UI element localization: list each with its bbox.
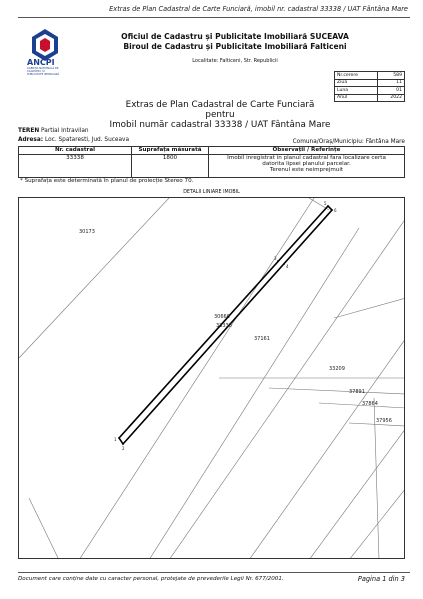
request-box <box>334 71 405 102</box>
plan-drawing <box>19 198 405 559</box>
parcel-label: 37891 <box>349 389 365 395</box>
cadastral-plan <box>18 197 405 559</box>
document-title-imobil: Imobil număr cadastral 33338 / UAT Fântâna Mare <box>109 120 331 130</box>
vertex-4-icon <box>283 263 285 265</box>
header-title: Extras de Plan Cadastral de Carte Funciară, imobil nr. cadastral 33338 / UAT Fântâna Mare <box>109 5 408 13</box>
vertex-label: 1 <box>114 437 117 442</box>
footer-disclaimer: Document care conține date cu caracter personal, protejate de prevederile Legii Nr. 677/2001. <box>18 576 284 582</box>
header-rule <box>18 17 410 18</box>
col-nr-cadastral: Nr. cadastral <box>19 147 132 155</box>
logo-text: ANCPI <box>27 58 55 67</box>
parcel-label: 30660 <box>214 314 230 320</box>
parcel-label: 37161 <box>254 336 270 342</box>
vertex-label: 2 <box>122 446 125 451</box>
request-label: Luna <box>335 87 378 95</box>
adresa-label: Adresa: <box>18 137 44 143</box>
page-number: Pagina 1 din 3 <box>357 575 405 583</box>
vertex-6-icon <box>331 209 333 211</box>
vertex-5-icon <box>327 205 329 207</box>
plan-label: DETALII LINIARE IMOBIL <box>183 190 240 195</box>
stereo-note: * Suprafața este determinată în planul de proiecție Stereo 70. <box>20 178 194 184</box>
vertex-1-icon <box>118 437 120 439</box>
request-label: Ziua <box>335 79 378 87</box>
request-label: Anul <box>335 94 378 102</box>
obs-line: Imobil inregistrat in planul cadastral fara localizare certa <box>227 155 386 161</box>
obs-line: datorita lipsei planului parcelar. <box>262 161 351 167</box>
teren-value: Partial Intravilan <box>41 128 89 134</box>
footer-rule <box>18 572 410 573</box>
parcel-table <box>18 146 405 178</box>
adresa-value: Loc. Spataresti, Jud. Suceava <box>44 137 130 143</box>
document-title: Extras de Plan Cadastral de Carte Funciară <box>125 100 315 110</box>
adresa-line <box>18 137 129 143</box>
table-row <box>19 155 405 178</box>
vertex-label: 3 <box>274 256 277 261</box>
request-value: 589 <box>377 72 404 80</box>
cell-observatii <box>209 155 405 178</box>
request-label: Nr.cerere <box>335 72 378 80</box>
vertex-label: 5 <box>324 201 327 206</box>
parcel-label-main: 33338 <box>216 323 232 329</box>
obs-line: Terenul este neimprejmuit <box>269 167 344 173</box>
request-value: 11 <box>377 79 404 87</box>
document-title-pentru: pentru <box>205 110 235 120</box>
col-observatii: Observații / Referințe <box>209 147 405 155</box>
parcel-label: 30173 <box>79 229 95 235</box>
parcel-label: 37956 <box>376 418 392 424</box>
neighbour-boundaries <box>19 198 405 559</box>
request-row <box>335 79 405 87</box>
parcel-label: 37864 <box>362 401 378 407</box>
office-name: Oficiul de Cadastru și Publicitate Imobiliară SUCEAVA <box>121 32 349 41</box>
parcel-label: 33209 <box>329 366 345 372</box>
request-value: 01 <box>377 87 404 95</box>
cell-nr-cadastral: 33338 <box>19 155 132 178</box>
cell-suprafata: 1800 <box>132 155 209 178</box>
teren-line <box>18 128 89 134</box>
vertex-3-icon <box>277 260 279 262</box>
request-value: 2022 <box>377 94 404 102</box>
teren-label: TEREN <box>18 128 40 134</box>
locality: Localitate: Falticeni, Str. Republicii <box>192 58 278 64</box>
request-row <box>335 72 405 80</box>
vertex-2-icon <box>122 443 124 445</box>
request-row <box>335 87 405 95</box>
logo-subtext: AGENȚIA NAȚIONALĂ DE CADASTRU ȘI PUBLICITATE IMOBILIARĂ <box>27 67 60 76</box>
bureau-name: Biroul de Cadastru și Publicitate Imobiliară Falticeni <box>123 42 347 51</box>
vertex-label: 4 <box>286 264 289 269</box>
col-suprafata: Suprafața măsurată <box>132 147 209 155</box>
vertex-label: 6 <box>334 208 337 213</box>
comuna: Comuna/Oraș/Municipiu: Fântâna Mare <box>292 139 405 145</box>
table-header-row <box>19 147 405 155</box>
